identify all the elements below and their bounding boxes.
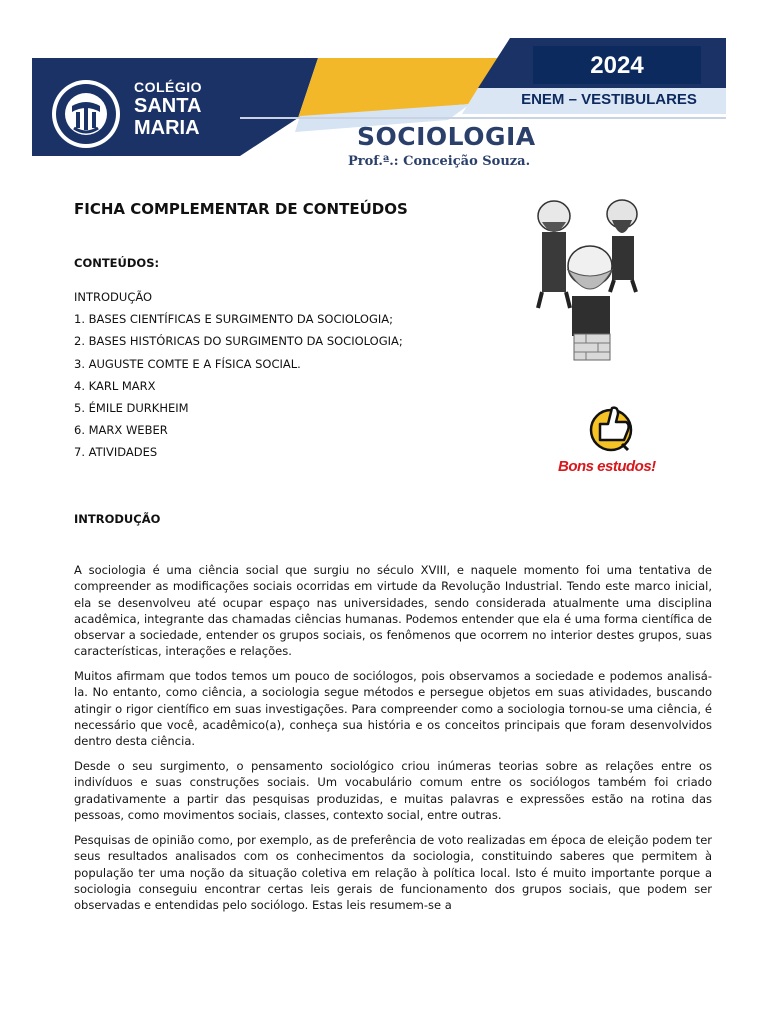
contents-item: INTRODUÇÃO <box>74 290 153 304</box>
contents-item: 7. ATIVIDADES <box>74 445 158 460</box>
school-name-line1: SANTA <box>134 95 202 117</box>
paragraph: A sociologia é uma ciência social que surgiu no século XVIII, e naquele momento foi uma tentativa de compreender as modificações sociais ocorridas em virtude da Revolução Industrial. Tendo este marco inicial, ela se desenvolveu até ocupar espaço nas universidades, sendo considerada atualmente uma disciplina acadêmica, integrante das chamadas ciências humanas. Podemos entender que ela é uma forma científica de observar a sociedade, entender os grupos sociais, os fenômenos que ocorrem no interior destes grupos, suas características, interações e relações. <box>74 563 712 659</box>
contents-item: 4. KARL MARX <box>74 378 156 393</box>
professor-name: Prof.ª.: Conceição Souza. <box>348 154 531 169</box>
header-banner <box>0 0 768 180</box>
contents-list <box>74 286 403 464</box>
school-name-line2: MARIA <box>134 117 200 139</box>
contents-item: 3. AUGUSTE COMTE E A FÍSICA SOCIAL. <box>74 356 301 371</box>
subject-title: SOCIOLOGIA <box>357 122 536 151</box>
good-studies-sticker: Bons estudos! <box>558 458 656 475</box>
school-name <box>134 80 202 138</box>
contents-item: 5. ÉMILE DURKHEIM <box>74 400 189 415</box>
contents-item: 1. BASES CIENTÍFICAS E SURGIMENTO DA SOCIOLOGIA; <box>74 312 394 327</box>
intro-heading: INTRODUÇÃO <box>74 512 161 526</box>
sociologists-caricature-image <box>528 196 656 362</box>
sheet-title: FICHA COMPLEMENTAR DE CONTEÚDOS <box>74 200 408 218</box>
paragraph: Muitos afirmam que todos temos um pouco de sociólogos, pois observamos a sociedade e podemos analisá-la. No entanto, como ciência, a sociologia segue métodos e persegue objetos em suas atividades, buscando atingir o rigor científico em suas investigações. Para compreender como a sociologia tornou-se uma ciência, é necessário que você, acadêmico(a), conheça sua história e os conceitos principais que foram desenvolvidos dentro desta ciência. <box>74 669 712 749</box>
paragraph: Pesquisas de opinião como, por exemplo, as de preferência de voto realizadas em época de eleição podem ter seus resultados analisados com os conhecimentos da sociologia, constituindo saberes que permitem à população ter uma noção da situação coletiva em relação à política local. Isto é muito importante porque a sociologia conseguiu encontrar certas leis gerais de funcionamento dos grupos sociais, que podem ser observadas e entendidas pelo sociólogo. Estas leis resumem-se a <box>74 833 712 913</box>
thumbs-up-icon <box>586 400 636 454</box>
contents-label: CONTEÚDOS: <box>74 256 160 270</box>
contents-item: 6. MARX WEBER <box>74 423 168 438</box>
school-name-small: COLÉGIO <box>134 79 203 95</box>
exam-label: ENEM – VESTIBULARES <box>521 91 697 108</box>
contents-item: 2. BASES HISTÓRICAS DO SURGIMENTO DA SOCIOLOGIA; <box>74 334 403 349</box>
paragraph: Desde o seu surgimento, o pensamento sociológico criou inúmeras teorias sobre as relações entre os indivíduos e suas construções sociais. Um vocabulário comum entre os sociólogos também foi criado gradativamente a partir das pesquisas produzidas, e muitas palavras e expressões estão na rotina das pessoas, como movimentos sociais, classes, contexto social, entre outras. <box>74 759 712 822</box>
year-label: 2024 <box>590 52 644 79</box>
school-crest-icon <box>50 78 122 150</box>
